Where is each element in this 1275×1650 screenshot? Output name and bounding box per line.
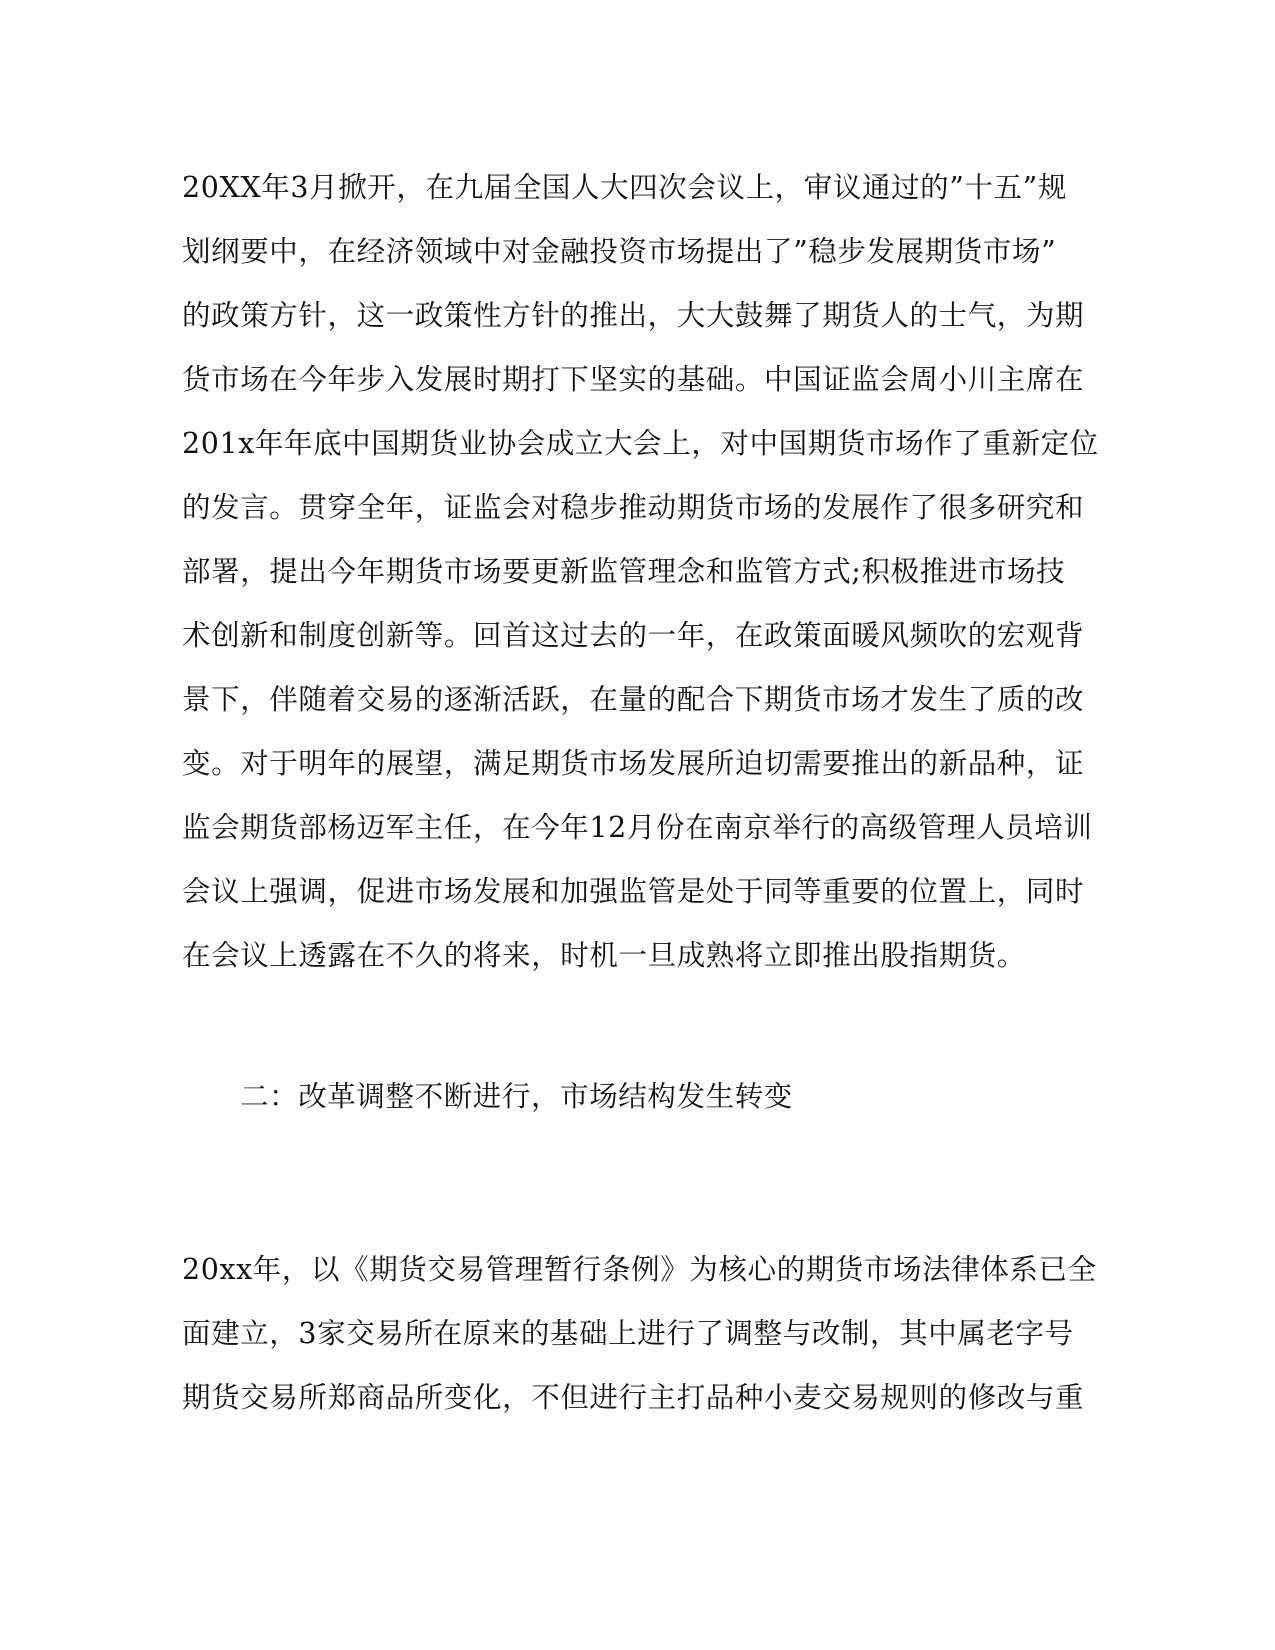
- text-line: 部署，提出今年期货市场要更新监管理念和监管方式;积极推进市场技: [182, 555, 1066, 588]
- text-line: 的发言。贯穿全年，证监会对稳步推动期货市场的发展作了很多研究和: [182, 491, 1085, 524]
- paragraph-2: [182, 1238, 1097, 1430]
- text-line: 景下，伴随着交易的逐渐活跃，在量的配合下期货市场才发生了质的改: [182, 683, 1085, 716]
- text-line: 会议上强调，促进市场发展和加强监管是处于同等重要的位置上，同时: [182, 875, 1085, 908]
- text-line: 在会议上透露在不久的将来，时机一旦成熟将立即推出股指期货。: [182, 939, 1026, 972]
- text-line: 监会期货部杨迈军主任，在今年12月份在南京举行的高级管理人员培训: [182, 811, 1093, 844]
- text-line: 期货交易所郑商品所变化，不但进行主打品种小麦交易规则的修改与重: [182, 1381, 1085, 1414]
- text-line: 面建立，3家交易所在原来的基础上进行了调整与改制，其中属老字号: [182, 1317, 1074, 1350]
- text-line: 变。对于明年的展望，满足期货市场发展所迫切需要推出的新品种，证: [182, 747, 1085, 780]
- section-heading: 二：改革调整不断进行，市场结构发生转变: [240, 1080, 793, 1113]
- text-line: 的政策方针，这一政策性方针的推出，大大鼓舞了期货人的士气，为期: [182, 299, 1085, 332]
- text-line: 20xx年，以《期货交易管理暂行条例》为核心的期货市场法律体系已全: [182, 1253, 1097, 1286]
- text-line: 划纲要中，在经济领域中对金融投资市场提出了”稳步发展期货市场”: [182, 235, 1057, 268]
- paragraph-1: [182, 156, 1099, 988]
- text-line: 货市场在今年步入发展时期打下坚实的基础。中国证监会周小川主席在: [182, 363, 1085, 396]
- text-line: 201x年年底中国期货业协会成立大会上，对中国期货市场作了重新定位: [182, 427, 1099, 460]
- text-line: 术创新和制度创新等。回首这过去的一年，在政策面暖风频吹的宏观背: [182, 619, 1085, 652]
- text-line: 20XX年3月掀开，在九届全国人大四次会议上，审议通过的”十五”规: [182, 171, 1067, 204]
